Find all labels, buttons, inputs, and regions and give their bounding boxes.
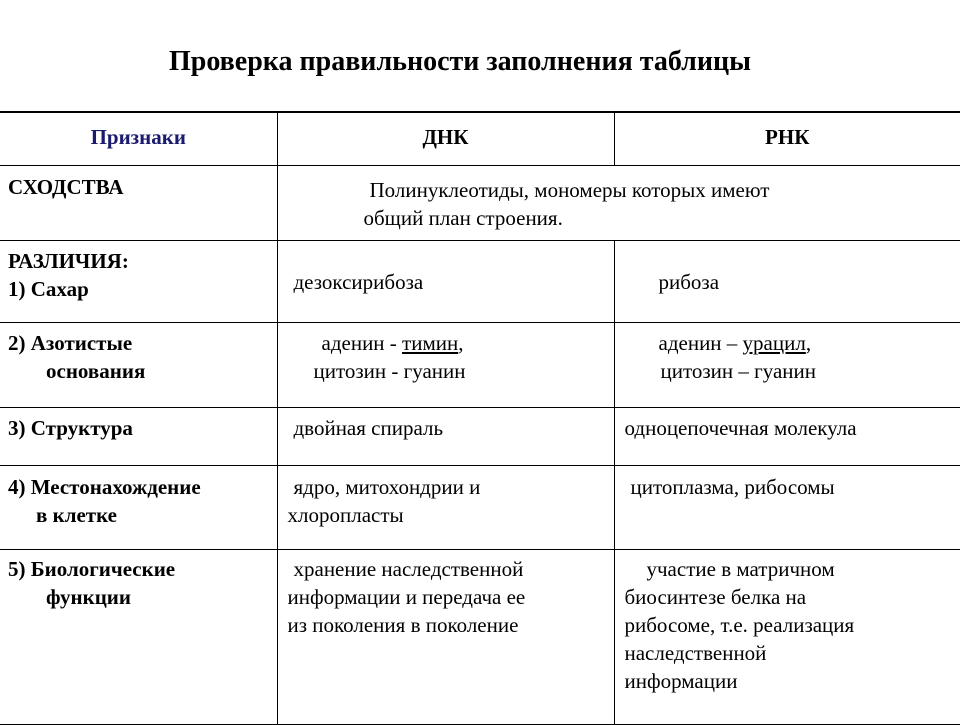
sugar-rna-cell [614, 240, 960, 322]
location-label-line2: в клетке [8, 501, 269, 529]
similarities-value-cell [277, 165, 960, 240]
row-similarities [0, 165, 960, 240]
header-rna [614, 112, 960, 165]
similarities-label: СХОДСТВА [0, 166, 277, 201]
bases-rna-cell [614, 322, 960, 407]
thymine-underlined: тимин [402, 331, 458, 355]
structure-rna-value: одноцепочечная молекула [615, 408, 960, 442]
functions-rna-line4: наследственной [615, 639, 960, 667]
sugar-dna-cell [277, 240, 614, 322]
sugar-label: 1) Сахар [8, 275, 269, 303]
row-bases [0, 322, 960, 407]
bases-label-cell [0, 322, 277, 407]
comparison-table [0, 111, 960, 725]
functions-label-line1: 5) Биологические [8, 555, 269, 583]
functions-dna-line1: хранение наследственной [278, 550, 614, 583]
bases-rna-line1: аденин – урацил, [615, 323, 960, 357]
row-structure [0, 407, 960, 465]
similarities-line1: Полинуклеотиды, мономеры которых имеют [278, 166, 960, 204]
bases-dna-cell [277, 322, 614, 407]
differences-label: РАЗЛИЧИЯ: [8, 247, 269, 275]
bases-rna-line2: цитозин – гуанин [615, 357, 960, 385]
location-dna-cell [277, 465, 614, 549]
header-dna-label: ДНК [422, 125, 468, 149]
header-features [0, 112, 277, 165]
functions-label-cell [0, 549, 277, 724]
bases-label-line1: 2) Азотистые [8, 329, 269, 357]
functions-rna-line1: участие в матричном [615, 550, 960, 583]
structure-rna-cell [614, 407, 960, 465]
structure-label: 3) Структура [0, 408, 277, 442]
functions-dna-line3: из поколения в поколение [278, 611, 614, 639]
functions-label-line2: функции [8, 583, 269, 611]
functions-rna-line2: биосинтезе белка на [615, 583, 960, 611]
row-sugar [0, 240, 960, 322]
structure-label-cell [0, 407, 277, 465]
header-features-label: Признаки [91, 125, 186, 149]
table-header-row [0, 112, 960, 165]
uracil-underlined: урацил [743, 331, 806, 355]
location-label-cell [0, 465, 277, 549]
row-location [0, 465, 960, 549]
sugar-rna-value: рибоза [615, 241, 960, 296]
functions-rna-cell [614, 549, 960, 724]
location-label-line1: 4) Местонахождение [8, 473, 269, 501]
sugar-dna-value: дезоксирибоза [278, 241, 614, 296]
similarities-label-cell [0, 165, 277, 240]
functions-rna-line3: рибосоме, т.е. реализация [615, 611, 960, 639]
header-rna-label: РНК [765, 125, 809, 149]
location-rna-value: цитоплазма, рибосомы [615, 466, 960, 501]
similarities-line2: общий план строения. [278, 204, 960, 232]
functions-dna-line2: информации и передача ее [278, 583, 614, 611]
bases-dna-line2: цитозин - гуанин [278, 357, 614, 385]
location-rna-cell [614, 465, 960, 549]
functions-rna-line5: информации [615, 667, 960, 695]
structure-dna-cell [277, 407, 614, 465]
bases-dna-line1: аденин - тимин, [278, 323, 614, 357]
location-dna-line1: ядро, митохондрии и [278, 466, 614, 501]
bases-label-line2: основания [8, 357, 269, 385]
header-dna [277, 112, 614, 165]
functions-dna-cell [277, 549, 614, 724]
page-title: Проверка правильности заполнения таблицы [0, 46, 920, 78]
location-dna-line2: хлоропласты [278, 501, 614, 529]
row-functions [0, 549, 960, 724]
sugar-label-cell [0, 240, 277, 322]
structure-dna-value: двойная спираль [278, 408, 614, 442]
